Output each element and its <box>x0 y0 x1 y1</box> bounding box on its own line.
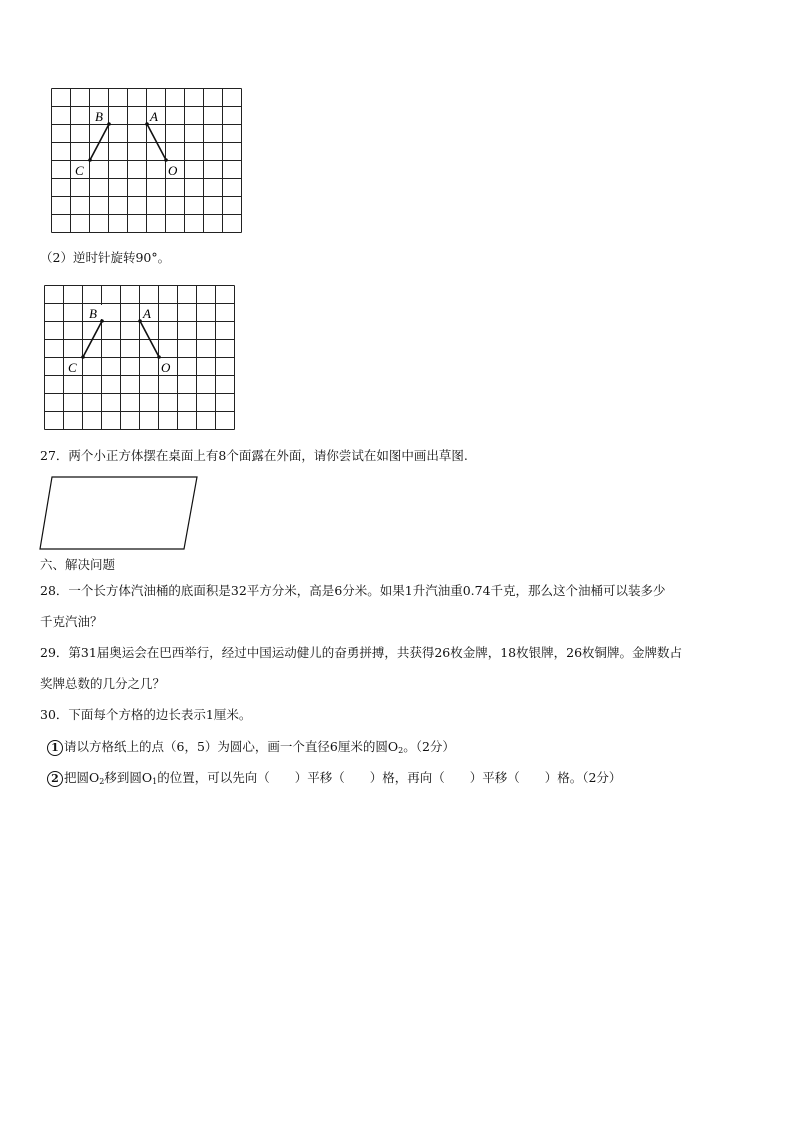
grid-figure-2 <box>44 285 238 430</box>
circled-number-2: 2 <box>47 771 63 787</box>
parallelogram-figure <box>38 475 200 553</box>
sub-2-subscript-b: 1 <box>152 777 158 786</box>
point-a <box>145 122 149 126</box>
point-c <box>81 355 85 359</box>
sub-1-text-b: 。（2分） <box>403 739 455 754</box>
sub-1-subscript: 2 <box>398 746 404 755</box>
point-b <box>107 122 111 126</box>
question-30-sub-2 <box>47 770 621 790</box>
question-29-line-1: 29．第31届奥运会在巴西举行，经过中国运动健儿的奋勇拼搏，共获得26枚金牌，18枚银牌，26枚铜牌。金牌数占 <box>40 645 683 660</box>
sub-2-text-b: 移到圆O <box>104 770 153 785</box>
sub-2-text-a: 把圆O <box>64 770 100 785</box>
label-o: O <box>161 360 171 375</box>
question-30-stem: 30．下面每个方格的边长表示1厘米。 <box>40 707 252 722</box>
point-o <box>164 158 168 162</box>
label-a: A <box>143 306 151 321</box>
question-30-sub-1 <box>47 739 455 759</box>
label-b: B <box>95 109 103 124</box>
sub-2-text-c: 的位置，可以先向（ ）平移（ ）格，再向（ ）平移（ ）格。（2分） <box>157 770 622 785</box>
question-29-line-2: 奖牌总数的几分之几？ <box>40 676 166 691</box>
section-6-heading: 六、解决问题 <box>40 557 116 572</box>
question-27: 27．两个小正方体摆在桌面上有8个面露在外面，请你尝试在如图中画出草图. <box>40 448 468 463</box>
grid-lines <box>45 286 235 430</box>
circled-number-1: 1 <box>47 740 63 756</box>
point-c <box>88 158 92 162</box>
point-b <box>100 319 104 323</box>
label-c: C <box>68 360 77 375</box>
point-o <box>157 355 161 359</box>
sub-2-subscript-a: 2 <box>99 777 105 786</box>
point-a <box>138 319 142 323</box>
label-c: C <box>75 163 84 178</box>
sub-1-text-a: 请以方格纸上的点（6，5）为圆心，画一个直径6厘米的圆O <box>64 739 399 754</box>
label-b: B <box>89 306 97 321</box>
label-a: A <box>150 109 158 124</box>
question-28-line-2: 千克汽油？ <box>40 614 103 629</box>
question-26-part-2: （2）逆时针旋转90°。 <box>40 250 171 265</box>
label-o: O <box>168 163 178 178</box>
question-28-line-1: 28．一个长方体汽油桶的底面积是32平方分米，高是6分米。如果1升汽油重0.74千克，那么这个油桶可以装多少 <box>40 583 666 598</box>
grid-lines <box>52 89 242 233</box>
grid-figure-1 <box>51 88 245 233</box>
